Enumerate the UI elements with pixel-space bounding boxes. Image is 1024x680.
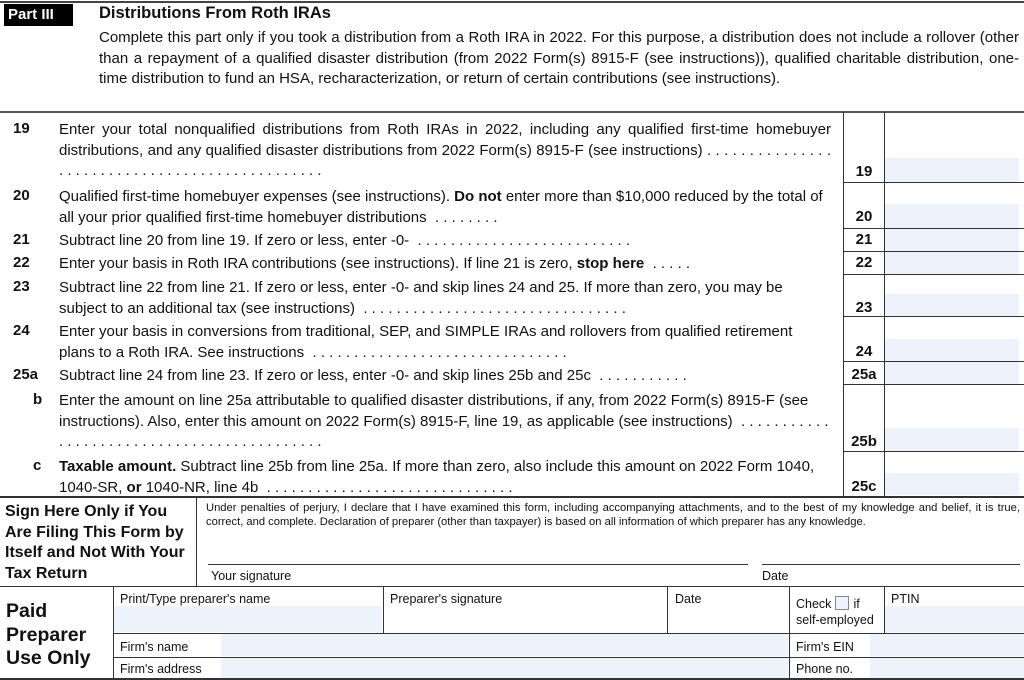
ptin-field[interactable]	[885, 606, 1024, 632]
preparer-name-field[interactable]	[114, 606, 382, 632]
top-rule	[0, 1, 1024, 3]
preparer-signature-field[interactable]	[384, 606, 667, 632]
line-23-amount-field[interactable]	[885, 294, 1019, 316]
self-employed-checkbox[interactable]	[835, 596, 849, 610]
line-20-box-label: 20	[855, 208, 873, 225]
line-25c-amount-field[interactable]	[885, 473, 1019, 495]
line-19-box-label: 19	[855, 163, 873, 180]
part-intro: Complete this part only if you took a distribution from a Roth IRA in 2022. For this purpose, a distribution does not include a rollover (other than a repayment of a qualified disaster distribution (from 2022 Form(s) 8915-F (see instructions)), qualified charitable distribution, one-time distribution to fund an HSA, recharacterization, or return of certain contributions (see instructions).	[99, 29, 1019, 87]
preparer-date-label: Date	[675, 592, 702, 606]
line-25b-text: Enter the amount on line 25a attributable to qualified disaster distributions, if any, from 2022 Form(s) 8915-F (see instructions). Also, enter this amount on 2022 Form(s) 8915-F, line 19, as applicable (see instructions) . . . . . . . . . . . . . . . . . . . . . . . . . . . . . . . . . . . . . . . . . . .	[59, 392, 829, 450]
row-divider	[843, 182, 1024, 183]
phone-field[interactable]	[870, 658, 1024, 679]
line-21-box-label: 21	[855, 231, 873, 248]
line-20-text: Qualified first-time homebuyer expenses (see instructions). Do not enter more than $10,000 reduced by the total of all your prior qualified first-time homebuyer distributions . . . . . . . .	[59, 188, 823, 226]
self-employed-label: self-employed	[796, 613, 874, 627]
line-19-amount-field[interactable]	[885, 158, 1019, 182]
check-if-label: if	[853, 597, 860, 611]
line-25c-box-label: 25c	[851, 478, 877, 495]
line-25b-amount-field[interactable]	[885, 428, 1019, 451]
part-title: Distributions From Roth IRAs	[99, 4, 331, 22]
check-label: Check	[796, 597, 832, 611]
firm-name-label: Firm's name	[120, 640, 189, 654]
row-divider	[843, 316, 1024, 317]
line-19-number: 19	[13, 120, 30, 137]
row-divider	[843, 274, 1024, 275]
your-signature-label: Your signature	[211, 569, 292, 583]
line-24-text: Enter your basis in conversions from traditional, SEP, and SIMPLE IRAs and rollovers from qualified retirement plans to a Roth IRA. See instructions . . . . . . . . . . . . . . . . . . . . . . . . . . . . . . .	[59, 323, 793, 361]
sign-date-label: Date	[762, 569, 789, 583]
line-20-amount-field[interactable]	[885, 204, 1019, 228]
line-25a-number: 25a	[13, 366, 39, 383]
preparer-date-field[interactable]	[668, 606, 788, 632]
line-22-amount-field[interactable]	[885, 252, 1019, 274]
line-25a-box-label: 25a	[851, 366, 877, 383]
line-21-amount-field[interactable]	[885, 229, 1019, 251]
firm-address-field[interactable]	[221, 658, 788, 679]
firm-address-label: Firm's address	[120, 662, 202, 676]
ptin-label: PTIN	[891, 592, 920, 606]
line-25b-box-label: 25b	[851, 433, 877, 450]
line-23-box-label: 23	[855, 299, 873, 316]
perjury-declaration: Under penalties of perjury, I declare that I have examined this form, including accompanying attachments, and to the best of my knowledge and belief, it is true, correct, and complete. Declaration of preparer (other than taxpayer) is based on all information of which preparer has any knowledge.	[206, 502, 1020, 528]
preparer-name-label: Print/Type preparer's name	[120, 592, 271, 606]
row-divider	[843, 384, 1024, 385]
firm-name-field[interactable]	[221, 634, 788, 656]
sign-date-field[interactable]	[762, 530, 1020, 564]
box-col-left-border	[843, 112, 844, 496]
header-rule	[0, 111, 1024, 113]
row-divider	[843, 451, 1024, 452]
line-23-text: Subtract line 22 from line 21. If zero or less, enter -0- and skip lines 24 and 25. If more than zero, you may be subject to an additional tax (see instructions) . . . . . . . . . . . . . . . . . . . . . . . . . . . . . . . .	[59, 279, 783, 317]
line-24-amount-field[interactable]	[885, 339, 1019, 361]
your-signature-field[interactable]	[208, 530, 748, 564]
line-22-box-label: 22	[855, 254, 873, 271]
line-25a-amount-field[interactable]	[885, 362, 1019, 384]
line-22-number: 22	[13, 254, 30, 271]
preparer-rule	[0, 586, 1024, 587]
line-24-number: 24	[13, 322, 30, 339]
firm-ein-field[interactable]	[870, 634, 1024, 656]
firm-ein-label: Firm's EIN	[796, 640, 854, 654]
line-23-number: 23	[13, 278, 30, 295]
line-19-text: Enter your total nonqualified distributions from Roth IRAs in 2022, including any qualified first-time homebuyer distributions, and any qualified disaster distributions from 2022 Form(s) 8915-F (see instructions) . . . . . . . . . . . . . . . . . . . . . . . . . . . . . . . . . . . . . . . . . . . . . . .	[59, 121, 832, 179]
line-21-number: 21	[13, 231, 30, 248]
line-22-text: Enter your basis in Roth IRA contributions (see instructions). If line 21 is zero, stop here . . . . .	[59, 255, 691, 272]
sign-here-title: Sign Here Only if You Are Filing This Form by Itself and Not With Your Tax Return	[5, 503, 185, 582]
section-rule	[0, 496, 1024, 498]
line-20-number: 20	[13, 187, 30, 204]
phone-label: Phone no.	[796, 662, 853, 676]
line-24-box-label: 24	[855, 343, 873, 360]
line-25a-text: Subtract line 24 from line 23. If zero or less, enter -0- and skip lines 25b and 25c . . . . . . . . . . .	[59, 367, 687, 384]
paid-preparer-title: Paid Preparer Use Only	[6, 600, 91, 669]
line-25c-text: Taxable amount. Subtract line 25b from line 25a. If more than zero, also include this amount on 2022 Form 1040, 1040-SR, or 1040-NR, line 4b . . . . . . . . . . . . . . . . . . . . . . . . . . . . . .	[59, 458, 815, 496]
sign-divider	[196, 497, 197, 586]
signature-line	[208, 564, 748, 565]
date-line	[762, 564, 1020, 565]
line-25c-number: c	[33, 457, 42, 474]
self-employed-check-area	[796, 596, 874, 628]
preparer-signature-label: Preparer's signature	[390, 592, 503, 606]
part-label: Part III	[4, 4, 73, 26]
line-21-text: Subtract line 20 from line 19. If zero or less, enter -0- . . . . . . . . . . . . . . . . . . . . . . . . . .	[59, 232, 631, 249]
line-25b-number: b	[33, 391, 43, 408]
